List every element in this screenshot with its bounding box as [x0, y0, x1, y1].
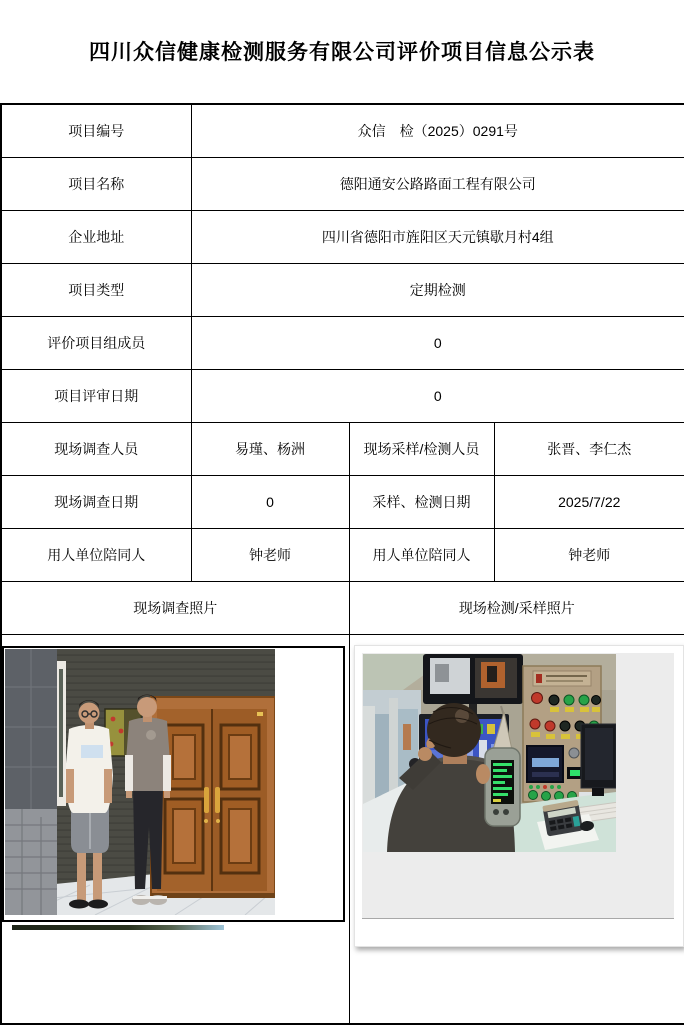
sampling-photo-cell	[349, 634, 684, 1024]
survey-photo	[5, 649, 275, 915]
row-label: 项目编号	[1, 104, 191, 157]
row-value: 德阳通安公路路面工程有限公司	[191, 157, 684, 210]
row-label: 用人单位陪同人	[1, 528, 191, 581]
photo-header-right: 现场检测/采样照片	[349, 581, 684, 634]
row-value: 定期检测	[191, 263, 684, 316]
gray-knob	[569, 748, 579, 758]
row-label: 现场调查人员	[1, 422, 191, 475]
calculator	[542, 799, 583, 836]
hmi-screen	[527, 746, 563, 789]
sampling-photo	[363, 654, 616, 852]
page-title: 四川众信健康检测服务有限公司评价项目信息公示表	[89, 41, 595, 64]
white-sleeve	[125, 755, 133, 791]
table-row	[1, 581, 684, 634]
row-label: 项目评审日期	[1, 369, 191, 422]
survey-photo-frame	[2, 646, 345, 922]
table-row	[1, 157, 684, 210]
photo-row	[1, 634, 684, 1024]
table-row	[1, 316, 684, 369]
row-value: 易瑾、杨洲	[191, 422, 349, 475]
table-row	[1, 263, 684, 316]
desk-monitor	[581, 724, 616, 796]
row-label: 项目类型	[1, 263, 191, 316]
hand	[476, 764, 490, 784]
row-label: 用人单位陪同人	[349, 528, 494, 581]
row-value: 0	[191, 475, 349, 528]
clipped-photo-strip	[12, 925, 224, 930]
survey-photo-cell	[1, 634, 349, 1024]
row-label: 现场调查日期	[1, 475, 191, 528]
table-row	[1, 369, 684, 422]
table-row	[1, 104, 684, 157]
row-label: 项目名称	[1, 157, 191, 210]
row-value: 钟老师	[191, 528, 349, 581]
window-frame	[57, 661, 66, 806]
slide-card	[354, 645, 684, 947]
row-label: 现场采样/检测人员	[349, 422, 494, 475]
table-row	[1, 475, 684, 528]
row-value: 0	[191, 369, 684, 422]
table-row	[1, 528, 684, 581]
photo-header-left: 现场调查照片	[1, 581, 349, 634]
project-info-table	[0, 103, 684, 1025]
table-row	[1, 422, 684, 475]
hand	[418, 747, 432, 761]
slide-gray-panel	[362, 653, 674, 919]
row-value: 张晋、李仁杰	[494, 422, 684, 475]
white-sleeve	[163, 755, 171, 791]
entrance-column	[5, 649, 57, 915]
row-label: 采样、检测日期	[349, 475, 494, 528]
row-value: 2025/7/22	[494, 475, 684, 528]
row-value: 众信 检（2025）0291号	[191, 104, 684, 157]
row-label: 企业地址	[1, 210, 191, 263]
table-row	[1, 210, 684, 263]
row-label: 评价项目组成员	[1, 316, 191, 369]
row-value: 四川省德阳市旌阳区天元镇歇月村4组	[191, 210, 684, 263]
row-value: 0	[191, 316, 684, 369]
row-value: 钟老师	[494, 528, 684, 581]
